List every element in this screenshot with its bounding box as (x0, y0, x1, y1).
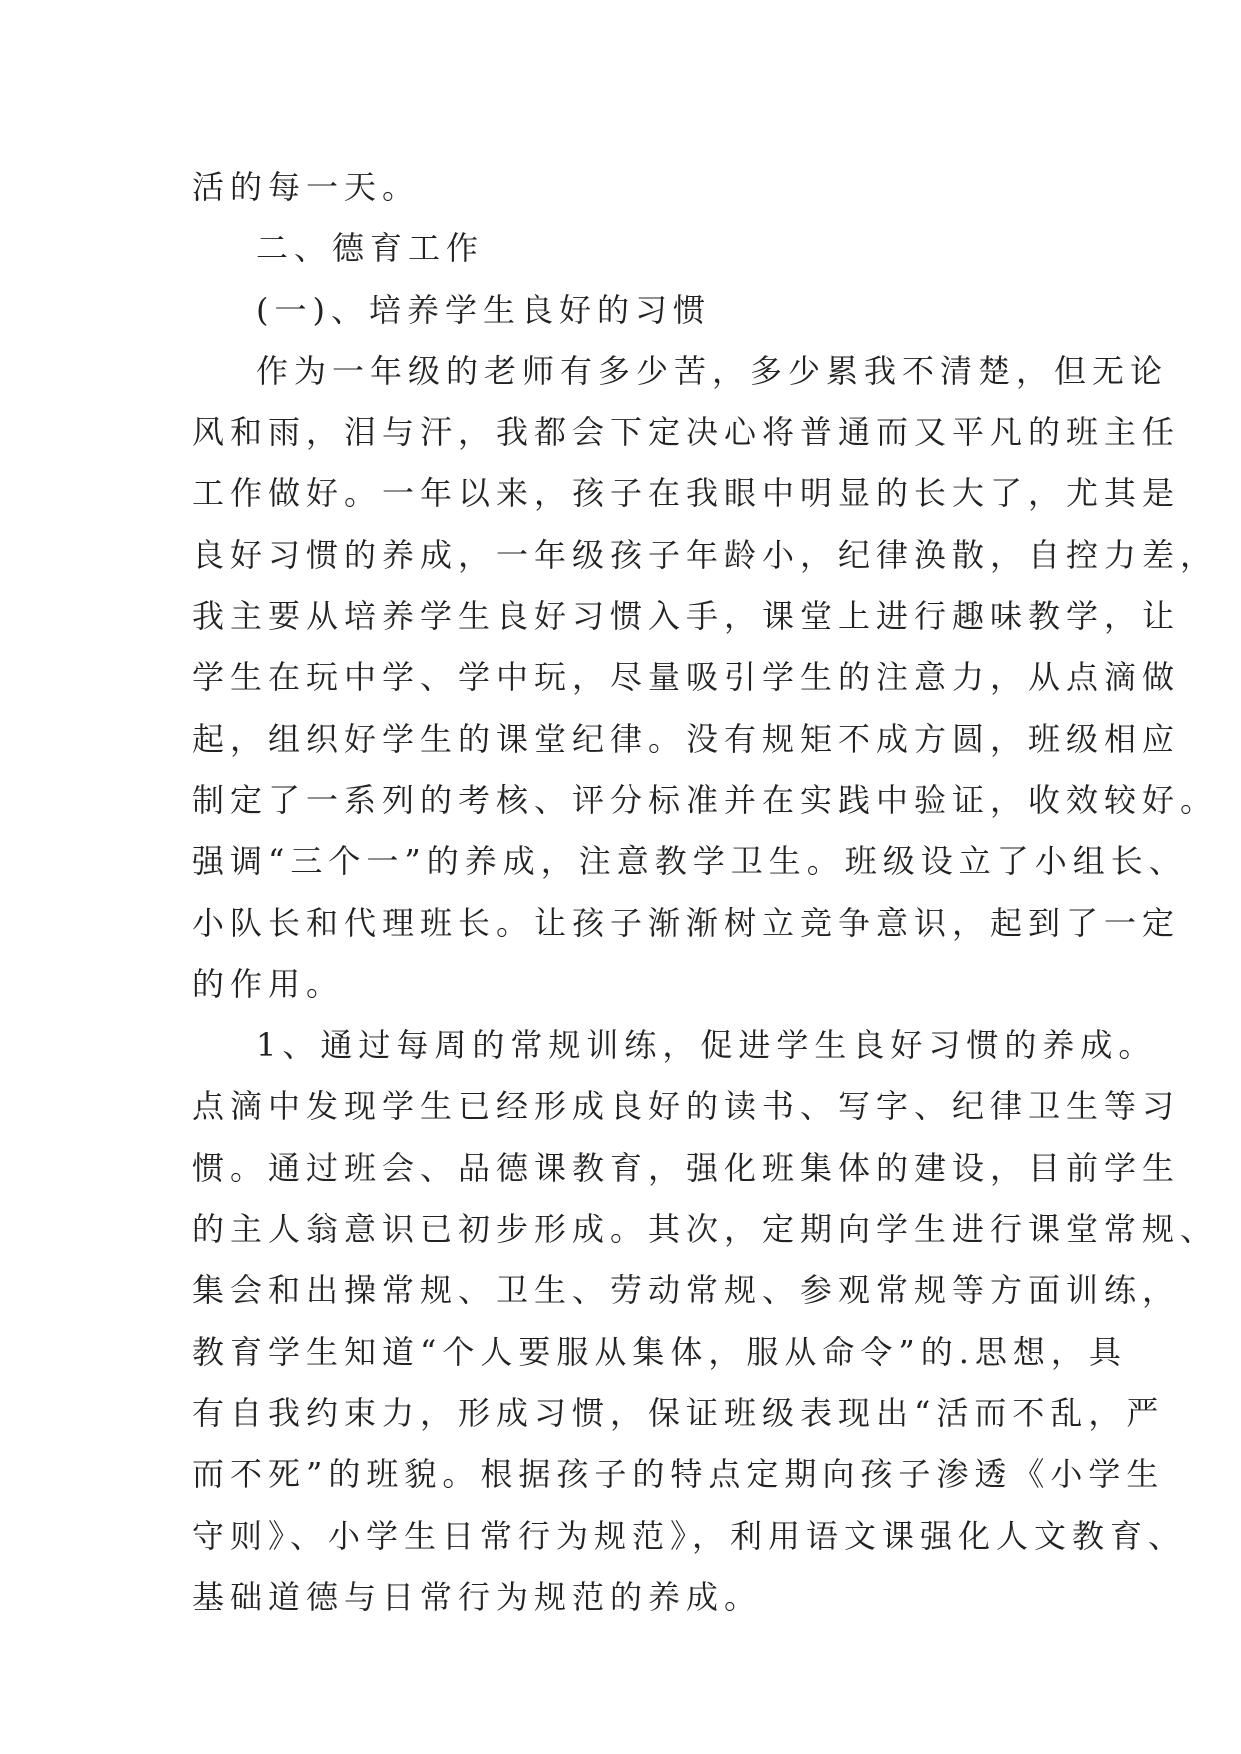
paragraph-line: 的作用。 (192, 964, 345, 1003)
document-body (192, 157, 1219, 1628)
paragraph-line: 风和雨，泪与汗，我都会下定决心将普通而又平凡的班主任 (192, 413, 1181, 452)
paragraph-line: 我主要从培养学生良好习惯入手，课堂上进行趣味教学，让 (192, 597, 1181, 636)
paragraph-line: 点滴中发现学生已经形成良好的读书、写字、纪律卫生等习 (192, 1087, 1181, 1126)
paragraph-line: 制定了一系列的考核、评分标准并在实践中验证，收效较好。 (192, 780, 1219, 819)
text-line: 活的每一天。 (192, 168, 421, 206)
paragraph-line: 学生在玩中学、学中玩，尽量吸引学生的注意力，从点滴做 (192, 658, 1181, 697)
paragraph-line: 强调“三个一”的养成，注意教学卫生。班级设立了小组长、 (192, 842, 1187, 881)
section-heading: 二、德育工作 (256, 229, 485, 268)
paragraph-line: 惯。通过班会、品德课教育，强化班集体的建设，目前学生 (192, 1148, 1181, 1187)
paragraph-line: 小队长和代理班长。让孩子渐渐树立竞争意识，起到了一定 (192, 903, 1181, 942)
subsection-heading: (一)、培养学生良好的习惯 (256, 290, 711, 329)
paragraph-line: 守则》、小学生日常行为规范》，利用语文课强化人文教育、 (192, 1516, 1187, 1555)
paragraph-line: 基础道德与日常行为规范的养成。 (192, 1577, 763, 1616)
paragraph-line: 集会和出操常规、卫生、劳动常规、参观常规等方面训练， (192, 1271, 1181, 1310)
paragraph-line: 良好习惯的养成，一年级孩子年龄小，纪律涣散，自控力差， (192, 535, 1219, 574)
paragraph-line: 工作做好。一年以来，孩子在我眼中明显的长大了，尤其是 (192, 474, 1181, 513)
paragraph-line: 作为一年级的老师有多少苦，多少累我不清楚，但无论 (256, 351, 1169, 390)
paragraph-line: 起，组织好学生的课堂纪律。没有规矩不成方圆，班级相应 (192, 719, 1181, 758)
paragraph-line: 的主人翁意识已初步形成。其次，定期向学生进行课堂常规、 (192, 1210, 1219, 1249)
paragraph-line: 教育学生知道“个人要服从集体，服从命令”的.思想，具 (192, 1332, 1127, 1371)
paragraph-line: 而不死”的班貌。根据孩子的特点定期向孩子渗透《小学生 (192, 1455, 1165, 1494)
paragraph-line: 1、通过每周的常规训练，促进学生良好习惯的养成。 (256, 1026, 1157, 1065)
paragraph-line: 有自我约束力，形成习惯，保证班级表现出“活而不乱，严 (192, 1393, 1165, 1432)
